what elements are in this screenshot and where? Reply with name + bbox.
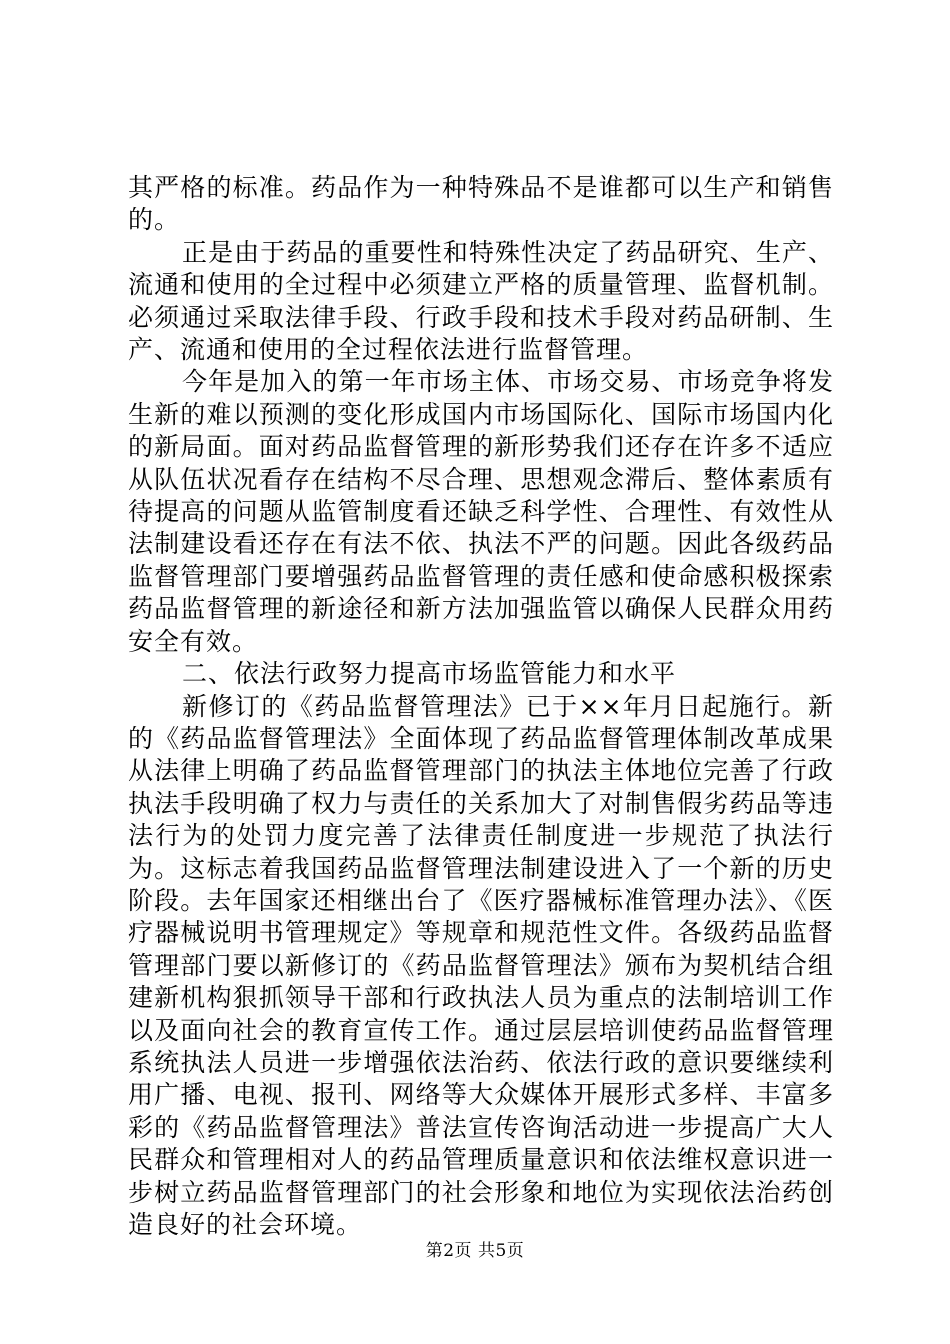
paragraph-new-situation: 今年是加入的第一年市场主体、市场交易、市场竞争将发生新的难以预测的变化形成国内市场国际化、国际市场国内化的新局面。面对药品监督管理的新形势我们还存在许多不适应从队伍状况看存在结构不尽合理、思想观念滞后、整体素质有待提高的问题从监管制度看还缺乏科学性、合理性、有效性从法制建设看还存在有法不依、执法不严的问题。因此各级药品监督管理部门要增强药品监督管理的责任感和使命感积极探索药品监督管理的新途径和新方法加强监管以确保人民群众用药安全有效。	[128, 367, 834, 656]
paragraph-continuation: 其严格的标准。药品作为一种特殊品不是谁都可以生产和销售的。	[128, 173, 834, 235]
section-heading: 二、依法行政努力提高市场监管能力和水平	[182, 659, 677, 689]
paragraph-importance: 正是由于药品的重要性和特殊性决定了药品研究、生产、流通和使用的全过程中必须建立严格的质量管理、监督机制。必须通过采取法律手段、行政手段和技术手段对药品研制、生产、流通和使用的全过程依法进行监督管理。	[128, 237, 834, 365]
document-body	[128, 172, 834, 1241]
page-footer: 第2页 共5页	[425, 1241, 525, 1261]
paragraph-law-revision: 新修订的《药品监督管理法》已于××年月日起施行。新的《药品监督管理法》全面体现了药品监督管理体制改革成果从法律上明确了药品监督管理部门的执法主体地位完善了行政执法手段明确了权力与责任的关系加大了对制售假劣药品等违法行为的处罚力度完善了法律责任制度进一步规范了执法行为。这标志着我国药品监督管理法制建设进入了一个新的历史阶段。去年国家还相继出台了《医疗器械标准管理办法》、《医疗器械说明书管理规定》等规章和规范性文件。各级药品监督管理部门要以新修订的《药品监督管理法》颁布为契机结合组建新机构狠抓领导干部和行政执法人员为重点的法制培训工作以及面向社会的教育宣传工作。通过层层培训使药品监督管理系统执法人员进一步增强依法治药、依法行政的意识要继续利用广播、电视、报刊、网络等大众媒体开展形式多样、丰富多彩的《药品监督管理法》普法宣传咨询活动进一步提高广大人民群众和管理相对人的药品管理质量意识和依法维权意识进一步树立药品监督管理部门的社会形象和地位为实现依法治药创造良好的社会环境。	[128, 691, 834, 1239]
